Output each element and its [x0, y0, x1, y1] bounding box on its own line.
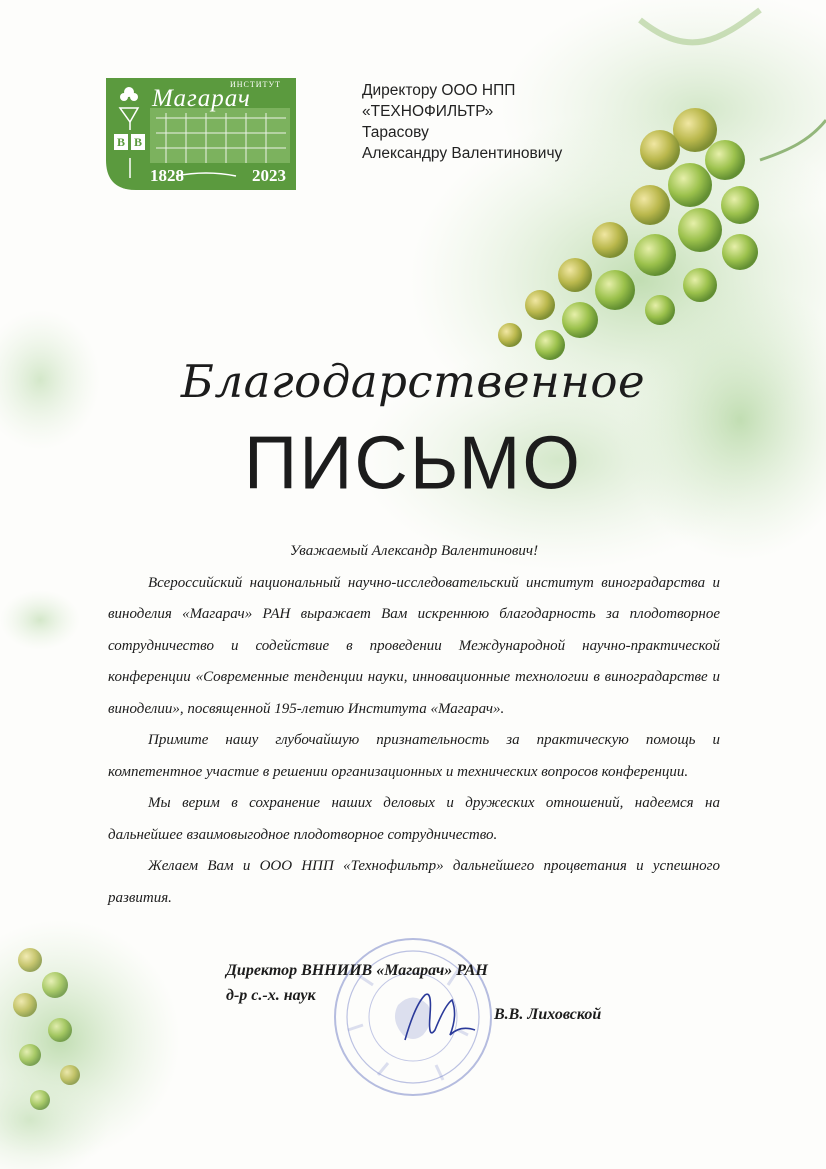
addressee-line: Тарасову: [362, 124, 429, 141]
addressee-line: Александру Валентиновичу: [362, 145, 563, 162]
letter-paragraph: Всероссийский национальный научно-исследовательский институт виноградарства и виноделия «Магарач» РАН выражает Вам искреннюю благодарность за плодотворное сотрудничество и содействие в проведении Международной научно-практической конференции «Современные тенденции науки, инновационные технологии в виноградарстве и виноделии», посвященной 195-летию Института «Магарач».: [108, 574, 720, 717]
signatory-position: Директор ВННИИВ «Магарач» РАН: [226, 962, 488, 979]
addressee-line: Директору ООО НПП: [362, 82, 516, 99]
logo-year-end: 2023: [252, 166, 286, 185]
letter-body: [108, 536, 720, 914]
title-script: Благодарственное: [180, 355, 646, 408]
logo-year-start: 1828: [150, 166, 184, 185]
title-main: ПИСЬМО: [244, 420, 582, 505]
logo-name: Магарач: [152, 85, 251, 112]
handwritten-signature: [400, 985, 480, 1055]
institute-logo: [106, 78, 296, 190]
logo-badge-right: В: [131, 134, 145, 150]
logo-institute-label: ИНСТИТУТ: [230, 80, 281, 89]
letter-paragraph: Мы верим в сохранение наших деловых и дружеских отношений, надеемся на дальнейшее взаимовыгодное плодотворное сотрудничество.: [108, 795, 720, 843]
letter-paragraph: Желаем Вам и ООО НПП «Технофильтр» дальнейшего процветания и успешного развития.: [108, 858, 720, 906]
signatory-degree: д-р с.-х. наук: [226, 987, 316, 1004]
logo-badge-left: В: [114, 134, 128, 150]
salutation: Уважаемый Александр Валентинович!: [289, 543, 539, 559]
letter-paragraph: Примите нашу глубочайшую признательность за практическую помощь и компетентное участие в решении организационных и технических вопросов конференции.: [108, 732, 720, 780]
signatory-name: В.В. Лиховской: [494, 1006, 602, 1023]
addressee-line: «ТЕХНОФИЛЬТР»: [362, 103, 494, 120]
addressee-block: [362, 80, 562, 164]
